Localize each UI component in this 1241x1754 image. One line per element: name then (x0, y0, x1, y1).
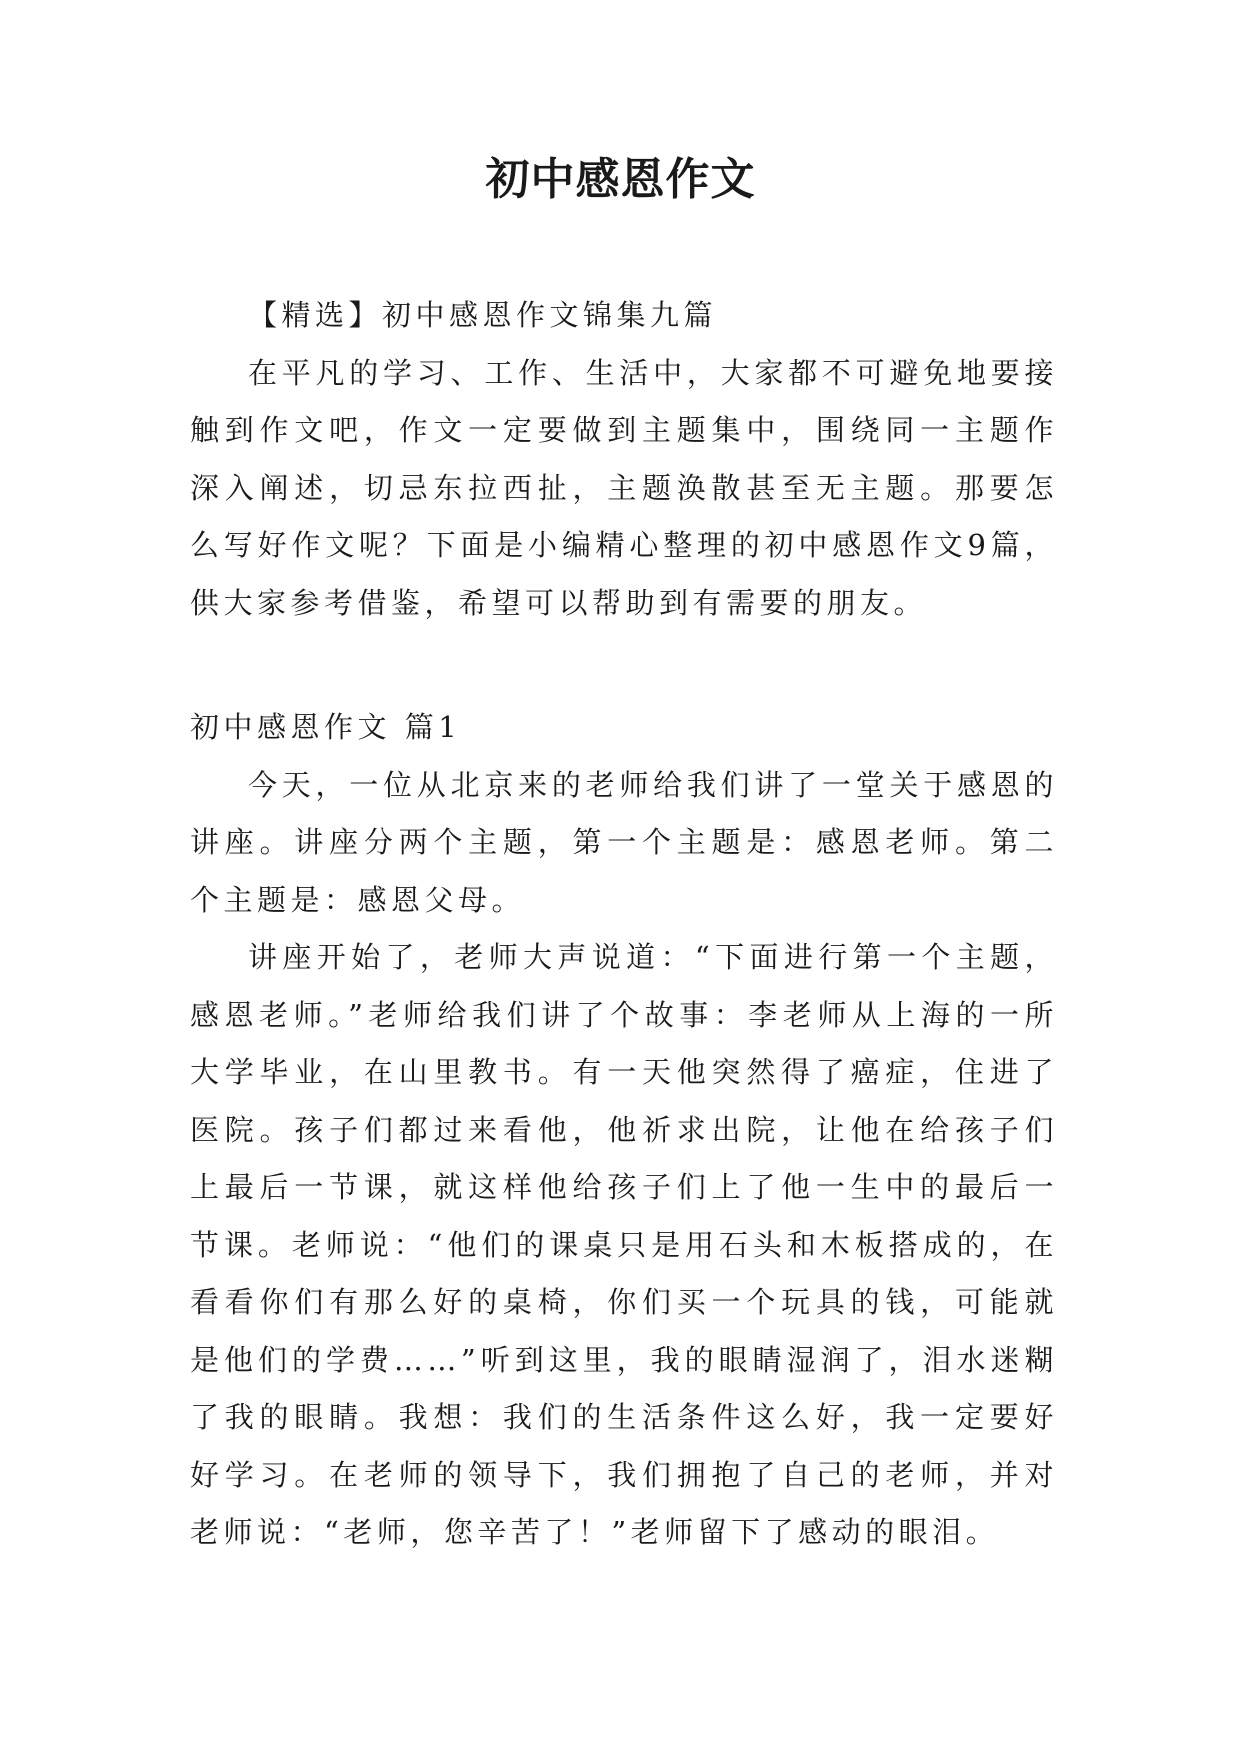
section-paragraph-2: 讲座开始了，老师大声说道：“下面进行第一个主题，感恩老师。”老师给我们讲了个故事：李老师从上海的一所大学毕业，在山里教书。有一天他突然得了癌症，住进了医院。孩子们都过来看他，他祈求出院，让他在给孩子们上最后一节课，就这样他给孩子们上了他一生中的最后一节课。老师说：“他们的课桌只是用石头和木板搭成的，在看看你们有那么好的桌椅，你们买一个玩具的钱，可能就是他们的学费……”听到这里，我的眼睛湿润了，泪水迷糊了我的眼睛。我想：我们的生活条件这么好，我一定要好好学习。在老师的领导下，我们拥抱了自己的老师，并对老师说：“老师，您辛苦了！”老师留下了感动的眼泪。 (190, 940, 1058, 1549)
page-title: 初中感恩作文 (485, 154, 756, 205)
section-heading: 初中感恩作文 篇1 (190, 710, 462, 744)
intro-subtitle: 【精选】初中感恩作文锦集九篇 (248, 298, 718, 332)
intro-paragraph: 在平凡的学习、工作、生活中，大家都不可避免地要接触到作文吧，作文一定要做到主题集中，围绕同一主题作深入阐述，切忌东拉西扯，主题涣散甚至无主题。那要怎么写好作文呢？下面是小编精心整理的初中感恩作文9篇，供大家参考借鉴，希望可以帮助到有需要的朋友。 (190, 355, 1058, 620)
intro-block (190, 287, 1058, 632)
section-paragraph-1: 今天，一位从北京来的老师给我们讲了一堂关于感恩的讲座。讲座分两个主题，第一个主题是：感恩老师。第二个主题是：感恩父母。 (190, 767, 1058, 917)
essay-section-1 (190, 699, 1058, 1562)
